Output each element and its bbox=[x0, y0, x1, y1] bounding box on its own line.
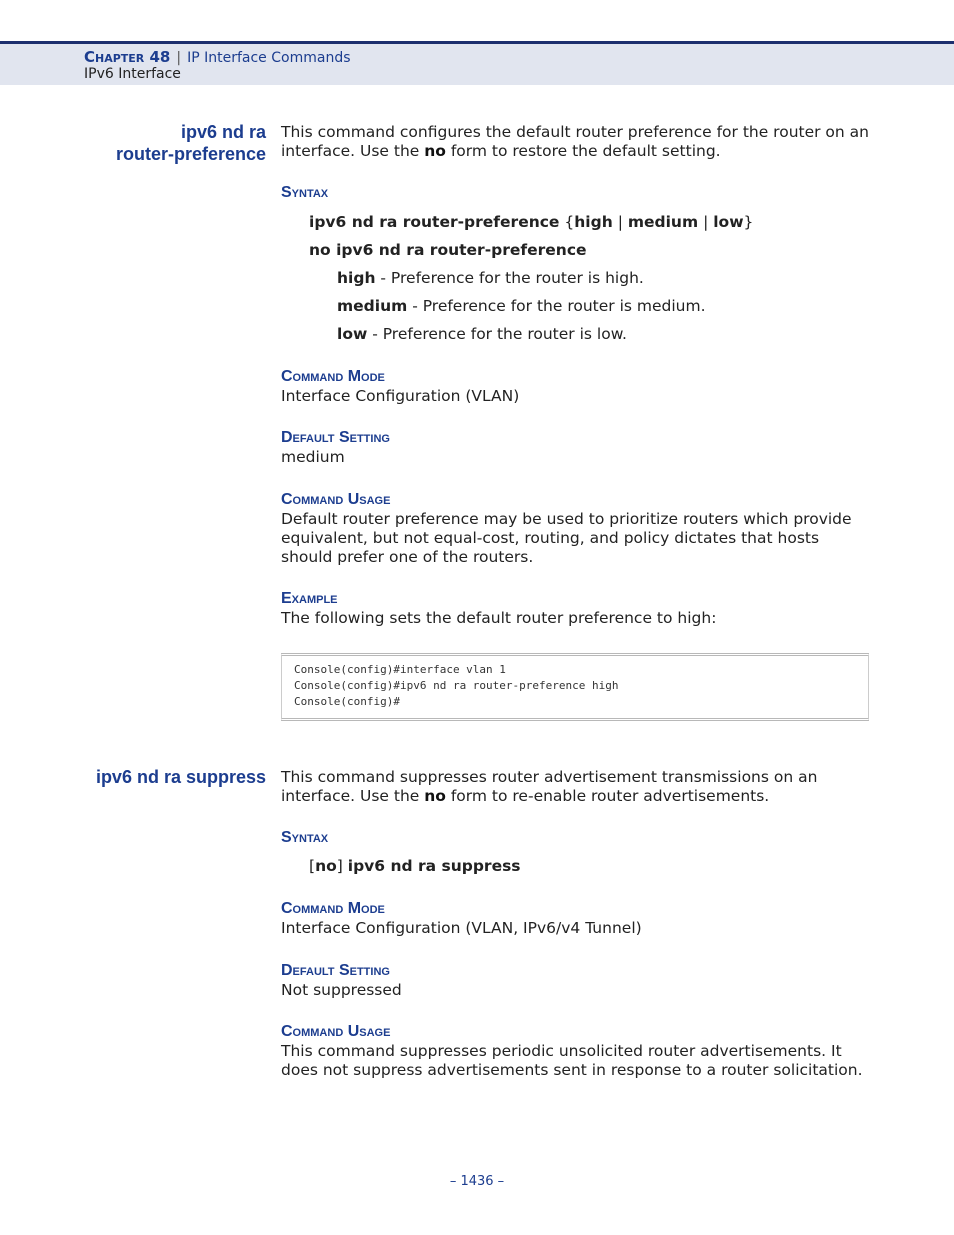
syntax-command: ipv6 nd ra router-preference bbox=[309, 213, 560, 231]
syntax-option-high: high bbox=[574, 213, 613, 231]
header-separator: | bbox=[176, 50, 182, 66]
syntax-bracket-open: [ bbox=[309, 857, 316, 875]
syntax-pipe: | bbox=[617, 213, 623, 231]
syntax-line bbox=[309, 857, 521, 876]
description-text-end: form to re-enable router advertisements. bbox=[445, 787, 770, 805]
syntax-heading: Syntax bbox=[281, 829, 329, 846]
command-usage-text: Default router preference may be used to prioritize routers which provide equivalent, but not equal-cost, routing, and policy dictates that hosts should prefer one of the routers. bbox=[281, 510, 852, 566]
syntax-no-command: no ipv6 nd ra router-preference bbox=[309, 241, 587, 259]
default-setting-heading: Default Setting bbox=[281, 429, 390, 446]
default-setting-text: Not suppressed bbox=[281, 981, 402, 999]
syntax-heading: Syntax bbox=[281, 184, 329, 201]
page-header bbox=[0, 41, 954, 85]
param-desc: - Preference for the router is medium. bbox=[407, 297, 706, 315]
command-title-line2: router-preference bbox=[115, 144, 266, 164]
command-title-router-preference bbox=[116, 121, 266, 165]
chapter-number: Chapter 48 bbox=[84, 48, 171, 66]
param-name: medium bbox=[337, 297, 408, 315]
param-name: low bbox=[337, 325, 368, 343]
description-text: This command suppresses router advertisement transmissions on an interface. Use the bbox=[281, 768, 818, 805]
example-heading: Example bbox=[281, 590, 338, 607]
param-desc: - Preference for the router is low. bbox=[367, 325, 627, 343]
syntax-brace-close: } bbox=[743, 213, 754, 231]
command-mode-heading: Command Mode bbox=[281, 900, 385, 917]
description-keyword: no bbox=[424, 787, 446, 805]
command-mode-text: Interface Configuration (VLAN, IPv6/v4 Tunnel) bbox=[281, 919, 642, 937]
description-keyword: no bbox=[424, 142, 446, 160]
description-text: This command configures the default router preference for the router on an interface. Use the bbox=[281, 123, 869, 160]
command-description bbox=[281, 768, 861, 806]
default-setting-text: medium bbox=[281, 448, 345, 466]
code-line: Console(config)#ipv6 nd ra router-preference high bbox=[294, 679, 619, 692]
syntax-command: ipv6 nd ra suppress bbox=[347, 857, 521, 875]
default-setting-heading: Default Setting bbox=[281, 962, 390, 979]
syntax-line bbox=[309, 213, 753, 232]
syntax-option-low: low bbox=[713, 213, 744, 231]
syntax-no-line bbox=[309, 241, 587, 260]
code-line: Console(config)#interface vlan 1 bbox=[294, 663, 506, 676]
command-usage-heading: Command Usage bbox=[281, 1023, 391, 1040]
code-example bbox=[281, 653, 869, 721]
chapter-line bbox=[84, 48, 351, 66]
command-usage-text: This command suppresses periodic unsolicited router advertisements. It does not suppress advertisements sent in response to a router solicitation. bbox=[281, 1042, 863, 1079]
command-mode-heading: Command Mode bbox=[281, 368, 385, 385]
syntax-option-medium: medium bbox=[627, 213, 699, 231]
syntax-bracket-close: ] bbox=[336, 857, 343, 875]
example-text: The following sets the default router preference to high: bbox=[281, 609, 717, 627]
param-item bbox=[337, 297, 706, 316]
command-usage-heading: Command Usage bbox=[281, 491, 391, 508]
command-mode-text: Interface Configuration (VLAN) bbox=[281, 387, 520, 405]
syntax-brace-open: { bbox=[564, 213, 575, 231]
param-desc: - Preference for the router is high. bbox=[375, 269, 644, 287]
page-number: – 1436 – bbox=[449, 1174, 505, 1189]
param-item bbox=[337, 269, 644, 288]
syntax-pipe: | bbox=[703, 213, 709, 231]
param-name: high bbox=[337, 269, 376, 287]
param-item bbox=[337, 325, 627, 344]
description-text-end: form to restore the default setting. bbox=[445, 142, 721, 160]
command-title-line1: ipv6 nd ra bbox=[180, 122, 266, 142]
syntax-no-keyword: no bbox=[315, 857, 337, 875]
command-description bbox=[281, 123, 881, 161]
command-title-text: ipv6 nd ra suppress bbox=[95, 767, 266, 787]
section-title: IPv6 Interface bbox=[84, 66, 181, 82]
chapter-title: IP Interface Commands bbox=[187, 50, 351, 66]
command-title-suppress bbox=[96, 766, 266, 788]
code-line: Console(config)# bbox=[294, 695, 400, 708]
